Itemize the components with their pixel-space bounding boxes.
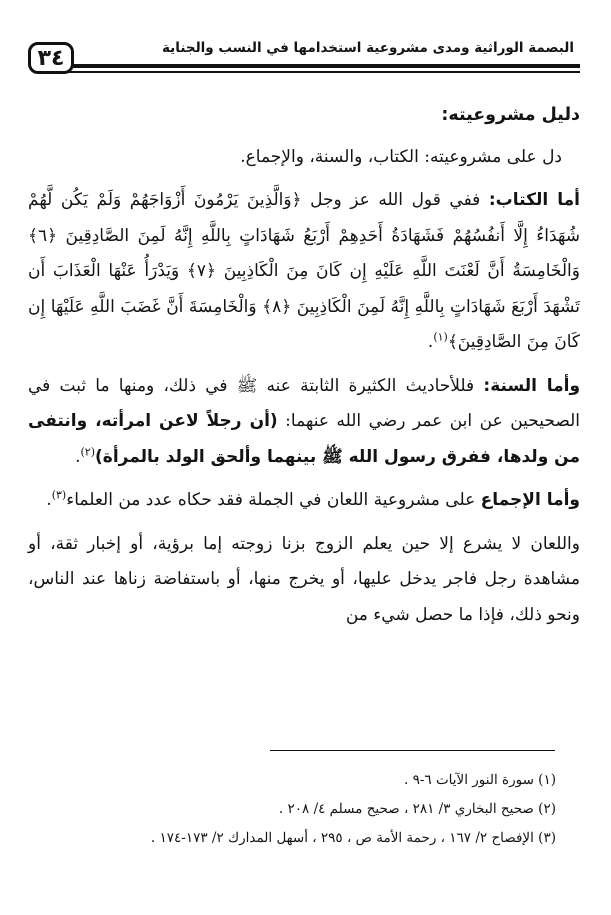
sunnah-paragraph <box>28 369 580 476</box>
footnote-ref-1: (١) <box>433 330 448 344</box>
quran-end: . <box>427 332 434 352</box>
page-number-badge: ٣٤ <box>28 42 74 74</box>
footnotes <box>28 766 556 853</box>
footnote-3: (٣) الإفصاح ٢/ ١٦٧ ، رحمة الأمة ص ، ٢٩٥ ، أسهل المدارك ٢/ ١٧٣-١٧٤ . <box>150 830 556 846</box>
ijma-label: وأما الإجماع <box>480 490 580 510</box>
section-heading: دليل مشروعيته: <box>441 105 580 125</box>
lian-paragraph: واللعان لا يشرع إلا حين يعلم الزوج بزنا زوجته إما برؤية، أو إخبار ثقة، أو مشاهدة رجل فاجر يدخل عليها، أو يخرج منها، أو باستفاضة زناها عند الناس، ونحو ذلك، فإذا ما حصل شيء من <box>28 533 580 625</box>
quran-paragraph <box>28 183 580 361</box>
sunnah-text: فللأحاديث الكثيرة الثابتة عنه ﷺ في ذلك، ومنها ما ثبت في الصحيحين عن ابن عمر رضي الله عنهما: <box>28 375 580 431</box>
sunnah-end: . <box>75 446 81 467</box>
ijma-text: على مشروعية اللعان في الجملة فقد حكاه عدد من العلماء <box>66 490 476 510</box>
ijma-paragraph <box>28 483 580 519</box>
footnote-ref-3: (٣) <box>51 488 67 502</box>
body-text <box>28 98 580 641</box>
footnote-ref-2: (٢) <box>80 444 96 458</box>
header-rule-thin <box>68 71 580 73</box>
running-title: البصمة الوراثية ومدى مشروعية استخدامها في النسب والجناية <box>162 40 574 56</box>
quran-text: ففي قول الله عز وجل ﴿وَالَّذِينَ يَرْمُونَ أَزْوَاجَهُمْ وَلَمْ يَكُن لَّهُمْ شُهَدَاءُ إِلَّا أَنفُسُهُمْ فَشَهَادَةُ أَحَدِهِمْ أَرْبَعُ شَهَادَاتٍ بِاللَّهِ إِنَّهُ لَمِنَ الصَّادِقِينَ ﴿٦﴾ وَالْخَامِسَةُ أَنَّ لَعْنَتَ اللَّهِ عَلَيْهِ إِن كَانَ مِنَ الْكَاذِبِينَ ﴿٧﴾ وَيَدْرَأُ عَنْهَا الْعَذَابَ أَن تَشْهَدَ أَرْبَعَ شَهَادَاتٍ بِاللَّهِ إِنَّهُ لَمِنَ الْكَاذِبِينَ ﴿٨﴾ وَالْخَامِسَةَ أَنَّ غَضَبَ اللَّهِ عَلَيْهَا إِن كَانَ مِنَ الصَّادِقِينَ﴾ <box>28 190 580 352</box>
quran-label: أما الكتاب: <box>488 190 580 210</box>
header-rule-thick <box>68 64 580 68</box>
footnote-separator <box>270 750 555 751</box>
footnote-1: (١) سورة النور الآيات ٦-٩ . <box>403 772 556 788</box>
sunnah-label: وأما السنة: <box>483 375 581 396</box>
ijma-end: . <box>46 490 52 510</box>
page-header <box>28 40 580 80</box>
intro-paragraph: دل على مشروعيته: الكتاب، والسنة، والإجماع. <box>240 146 562 167</box>
footnote-2: (٢) صحيح البخاري ٣/ ٢٨١ ، صحيح مسلم ٤/ ٢٠٨ . <box>278 801 556 817</box>
hadith-quote: (أن رجلاً لاعن امرأته، وانتفى من ولدها، ففرق رسول الله ﷺ بينهما وألحق الولد بالمرأة) <box>28 411 580 467</box>
